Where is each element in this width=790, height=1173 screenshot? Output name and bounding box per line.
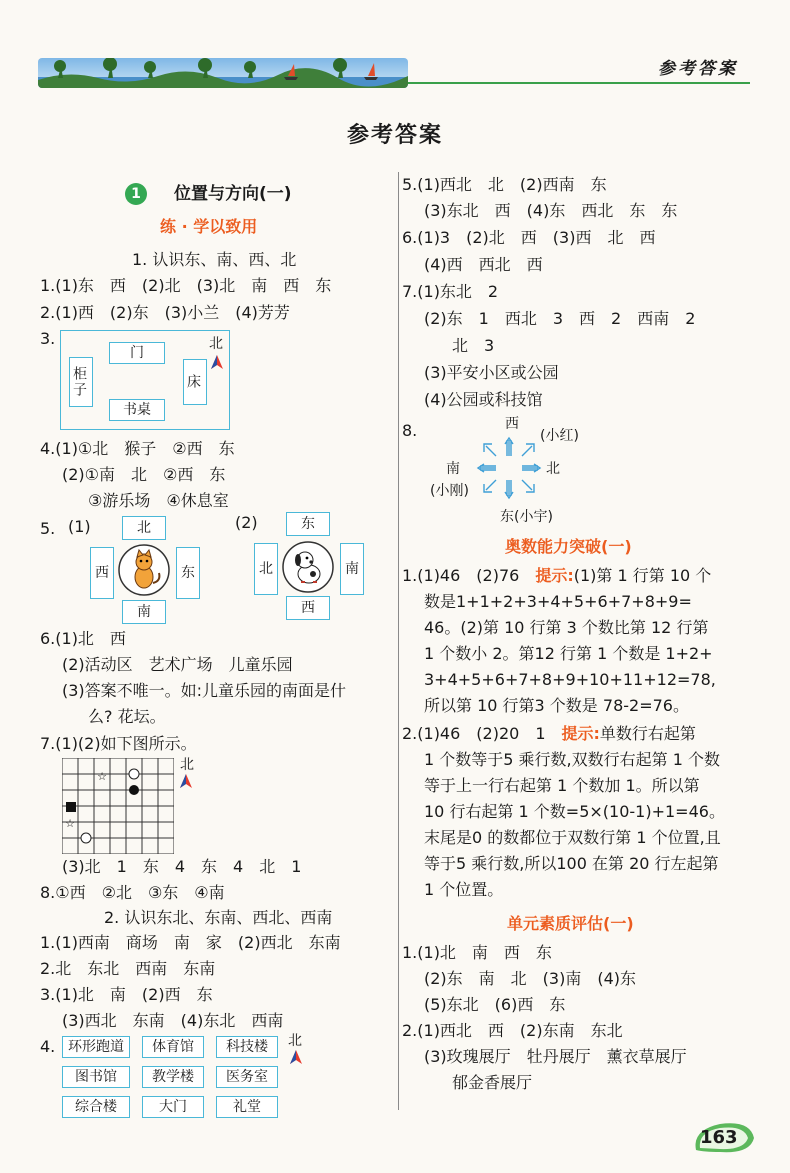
answer-line: 10 行右起第 1 个数=5×(10-1)+1=46。 [424, 802, 725, 821]
answer-line: 8.①西 ②北 ③东 ④南 [40, 883, 225, 902]
building-box: 图书馆 [62, 1066, 130, 1088]
building-box: 综合楼 [62, 1096, 130, 1118]
answer-line: 6.(1)北 西 [40, 629, 126, 648]
answer-line: 6.(1)3 (2)北 西 (3)西 北 西 [402, 228, 656, 247]
answer-line: 末尾是0 的数都位于双数行第 1 个位置,且 [424, 828, 721, 847]
answer-line: 2.(1)西北 西 (2)东南 东北 [402, 1021, 623, 1040]
answer-line: 1 个数等于5 乘行数,双数行右起第 1 个数 [424, 750, 720, 769]
header-rule [408, 82, 750, 84]
compass-right: 东 [176, 547, 200, 599]
svg-text:☆: ☆ [65, 817, 75, 830]
cabinet-box: 柜子 [69, 357, 93, 407]
answer-line: 等于上一行右起第 1 个数加 1。所以第 [424, 776, 700, 795]
direction-south: 南 [446, 461, 460, 477]
answer-line: 1 个数小 2。第12 行第 1 个数是 1+2+ [424, 644, 713, 663]
header-title: 参考答案 [658, 59, 738, 79]
compass-right: 南 [340, 543, 364, 595]
answer-line: 所以第 10 行第3 个数是 78-2=76。 [424, 696, 689, 715]
hint-label: 提示: [535, 566, 574, 585]
direction-east: 东(小宇) [500, 509, 553, 525]
answer-line: 北 3 [452, 336, 495, 355]
answer-line: (5)东北 (6)西 东 [424, 995, 566, 1014]
answer-text: 2.(1)46 (2)20 1 [402, 724, 562, 743]
answer-line: (2) [235, 513, 258, 532]
dog-icon [281, 540, 335, 594]
answer-line: (3)玫瑰展厅 牡丹展厅 薰衣草展厅 [424, 1047, 687, 1066]
compass-bottom: 西 [286, 596, 330, 620]
section-title: 奥数能力突破(一) [505, 537, 632, 556]
north-label: 北 [288, 1033, 302, 1049]
direction-west: 西 [505, 416, 519, 432]
building-box: 环形跑道 [62, 1036, 130, 1058]
header-banner-image [38, 58, 408, 88]
answer-line: (4)公园或科技馆 [424, 390, 543, 409]
north-arrow-icon [180, 774, 192, 788]
answer-line [402, 565, 711, 587]
north-label: 北 [209, 336, 223, 352]
grid-diagram [62, 758, 174, 854]
page-number: 163 [700, 1127, 738, 1148]
direction-xiaogang: (小刚) [430, 483, 469, 499]
compass-left: 西 [90, 547, 114, 599]
answer-line: (3)西北 东南 (4)东北 西南 [62, 1011, 284, 1030]
answer-line: 1.(1)北 南 西 东 [402, 943, 552, 962]
answer-line: 1 个位置。 [424, 880, 504, 899]
north-arrow-icon [211, 355, 223, 369]
building-box: 科技楼 [216, 1036, 278, 1058]
column-divider [398, 172, 399, 1110]
answer-text: 单数行右起第 [599, 724, 696, 743]
answer-line: 1.(1)东 西 (2)北 (3)北 南 西 东 [40, 276, 332, 295]
answer-line: 3. [40, 329, 56, 348]
svg-text:☆: ☆ [97, 770, 107, 783]
compass-top: 东 [286, 512, 330, 536]
answer-line: (3)答案不唯一。如:儿童乐园的南面是什 [62, 681, 347, 700]
building-box: 教学楼 [142, 1066, 204, 1088]
answer-line: 8. [402, 421, 418, 440]
answer-line: (2)①南 北 ②西 东 [62, 465, 226, 484]
room-diagram [60, 330, 230, 430]
answer-line: 3.(1)北 南 (2)西 东 [40, 985, 213, 1004]
answer-line: 2.(1)西 (2)东 (3)小兰 (4)芳芳 [40, 303, 290, 322]
answer-line: (2)活动区 艺术广场 儿童乐园 [62, 655, 293, 674]
answer-line: 7.(1)东北 2 [402, 282, 499, 301]
bed-box: 床 [183, 359, 207, 405]
building-box: 体育馆 [142, 1036, 204, 1058]
compass-left: 北 [254, 543, 278, 595]
building-box: 大门 [142, 1096, 204, 1118]
compass-bottom: 南 [122, 600, 166, 624]
section-title: 单元素质评估(一) [507, 914, 634, 933]
building-box: 医务室 [216, 1066, 278, 1088]
answer-line: 等于5 乘行数,所以100 在第 20 行左起第 [424, 854, 719, 873]
answer-line: (3)东北 西 (4)东 西北 东 东 [424, 201, 678, 220]
section-title: 练 · 学以致用 [160, 217, 258, 236]
answer-line: (3)平安小区或公园 [424, 363, 559, 382]
answer-line: (2)东 1 西北 3 西 2 西南 2 [424, 309, 696, 328]
answer-line: (1) [68, 517, 91, 536]
unit-title: 位置与方向(一) [174, 184, 292, 204]
north-arrow-icon [290, 1050, 302, 1064]
answer-line: 5. [40, 519, 56, 538]
cat-icon [117, 543, 171, 597]
answer-line: 郁金香展厅 [452, 1073, 533, 1092]
north-label: 北 [180, 757, 194, 773]
answer-line: ③游乐场 ④休息室 [88, 491, 229, 510]
answer-text: 1.(1)46 (2)76 [402, 566, 536, 585]
answer-line [402, 723, 696, 745]
hint-label: 提示: [561, 724, 600, 743]
answer-line: (4)西 西北 西 [424, 255, 543, 274]
answer-line: 么? 花坛。 [88, 707, 166, 726]
door-box: 门 [109, 342, 165, 364]
answer-line: 46。(2)第 10 行第 3 个数比第 12 行第 [424, 618, 709, 637]
building-box: 礼堂 [216, 1096, 278, 1118]
desk-box: 书桌 [109, 399, 165, 421]
answer-line: 5.(1)西北 北 (2)西南 东 [402, 175, 607, 194]
answer-line: 4.(1)①北 猴子 ②西 东 [40, 439, 235, 458]
direction-arrows-icon [472, 430, 546, 506]
answer-line: 数是1+1+2+3+4+5+6+7+8+9= [424, 592, 692, 611]
answer-line: 7.(1)(2)如下图所示。 [40, 734, 197, 753]
answer-line: 1.(1)西南 商场 南 家 (2)西北 东南 [40, 933, 341, 952]
answer-line: (2)东 南 北 (3)南 (4)东 [424, 969, 636, 988]
unit-number-badge: 1 [125, 183, 147, 205]
answer-line: (3)北 1 东 4 东 4 北 1 [62, 857, 302, 876]
page-title: 参考答案 [346, 123, 443, 148]
direction-xiaohong: (小红) [540, 428, 579, 444]
direction-north: 北 [546, 461, 560, 477]
answer-text: (1)第 1 行第 10 个 [573, 566, 712, 585]
answer-line: 2.北 东北 西南 东南 [40, 959, 216, 978]
answer-line: 4. [40, 1037, 56, 1056]
subheading: 1. 认识东、南、西、北 [132, 250, 297, 269]
answer-line: 3+4+5+6+7+8+9+10+11+12=78, [424, 670, 716, 689]
subheading: 2. 认识东北、东南、西北、西南 [104, 908, 333, 927]
compass-top: 北 [122, 516, 166, 540]
